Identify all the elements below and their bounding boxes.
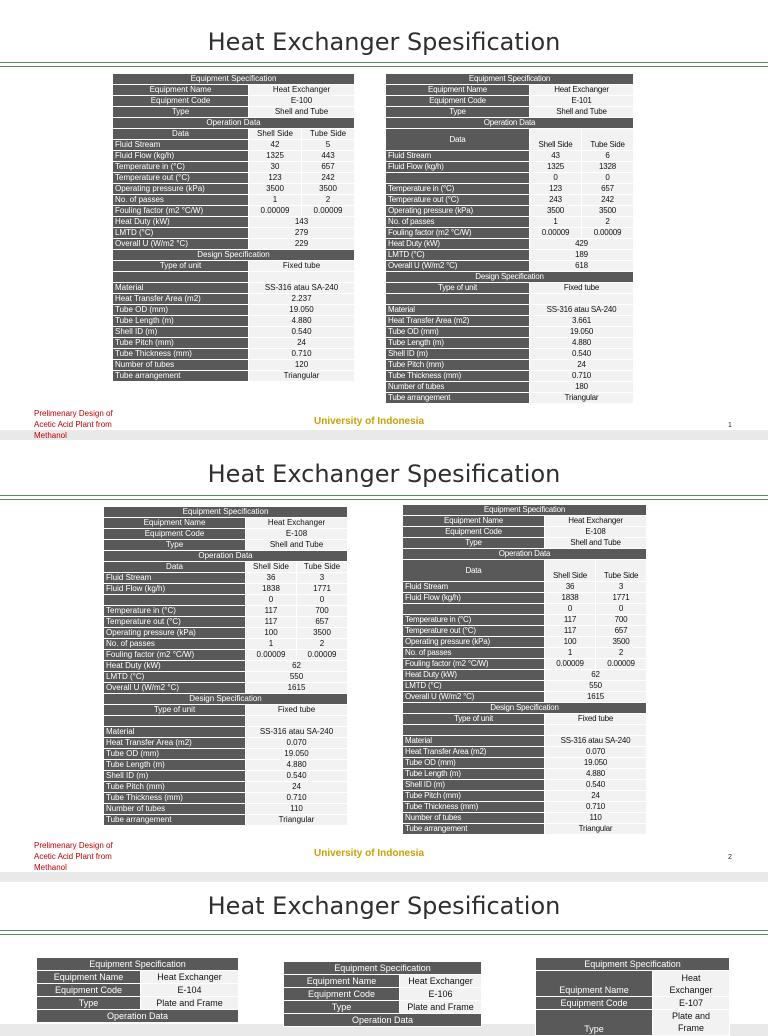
- footer-left: Prelimenary Design of Acetic Acid Plant from Methanol: [34, 409, 113, 440]
- page-number: 1: [728, 422, 732, 429]
- tube-value: 3: [596, 582, 647, 593]
- slide-title: Heat Exchanger Spesification: [207, 892, 561, 920]
- tube-arrangement-value: Triangular: [246, 815, 348, 826]
- tube-value: 3500: [596, 637, 647, 648]
- shell-value: 117: [545, 615, 596, 626]
- lmtd-label: LMTD (°C): [113, 228, 249, 239]
- heat-duty-value: 62: [246, 661, 348, 672]
- operation-data-header: Operation Data: [113, 118, 355, 129]
- passes-label: No. of passes: [386, 217, 530, 228]
- blank-row: [386, 173, 530, 184]
- tube-value: 0.00009: [302, 206, 355, 217]
- slide-title: Heat Exchanger Spesification: [207, 28, 561, 56]
- tube-pitch-value: 24: [530, 360, 634, 371]
- type-value: Shell and Tube: [545, 538, 647, 549]
- tube-pitch-value: 24: [246, 782, 348, 793]
- tube-value: 2: [596, 648, 647, 659]
- shell-id-label: Shell ID (m): [386, 349, 530, 360]
- type-of-unit-label: Type of unit: [104, 705, 246, 716]
- tube-value: 3: [297, 573, 348, 584]
- shell-id-label: Shell ID (m): [104, 771, 246, 782]
- tube-length-value: 4.880: [545, 769, 647, 780]
- fluid-flow-label: Fluid Flow (kg/h): [113, 151, 249, 162]
- shell-value: 3500: [530, 206, 582, 217]
- tube-od-label: Tube OD (mm): [113, 305, 249, 316]
- title-rule: [0, 930, 768, 935]
- operation-data-header: Operation Data: [403, 549, 647, 560]
- tube-value: 443: [302, 151, 355, 162]
- lmtd-value: 550: [545, 681, 647, 692]
- data-label: Data: [104, 562, 246, 573]
- pressure-label: Operating pressure (kPa): [104, 628, 246, 639]
- tube-value: 2: [297, 639, 348, 650]
- area-value: 0.070: [545, 747, 647, 758]
- tube-arrangement-label: Tube arrangement: [386, 393, 530, 404]
- equipment-code-label: Equipment Code: [403, 527, 545, 538]
- equipment-spec-header: Equipment Specification: [536, 958, 730, 971]
- area-label: Heat Transfer Area (m2): [386, 316, 530, 327]
- equipment-code-label: Equipment Code: [536, 997, 653, 1010]
- fluid-stream-label: Fluid Stream: [113, 140, 249, 151]
- title-rule: [0, 495, 768, 500]
- tube-value: 3500: [297, 628, 348, 639]
- shell-value: 1838: [545, 593, 596, 604]
- equipment-spec-header: Equipment Specification: [113, 74, 355, 85]
- heat-duty-label: Heat Duty (kW): [403, 670, 545, 681]
- data-label: Data: [403, 560, 545, 582]
- tube-arrangement-label: Tube arrangement: [113, 371, 249, 382]
- shell-value: 0: [530, 173, 582, 184]
- tube-length-value: 4.880: [246, 760, 348, 771]
- lmtd-label: LMTD (°C): [403, 681, 545, 692]
- equipment-code-value: E-106: [400, 988, 482, 1001]
- tube-thickness-value: 0.710: [246, 793, 348, 804]
- shell-value: 100: [246, 628, 297, 639]
- lmtd-label: LMTD (°C): [104, 672, 246, 683]
- tube-value: 1771: [297, 584, 348, 595]
- shell-side-header: Shell Side: [249, 129, 302, 140]
- spec-table-e100: [112, 73, 355, 382]
- equipment-code-value: E-107: [653, 997, 730, 1010]
- area-value: 2.237: [249, 294, 355, 305]
- shell-id-value: 0.540: [246, 771, 348, 782]
- blank-row: [403, 725, 545, 736]
- shell-value: 100: [545, 637, 596, 648]
- num-tubes-label: Number of tubes: [386, 382, 530, 393]
- footer-center: University of Indonesia: [314, 848, 425, 859]
- overall-u-label: Overall U (W/m2 °C): [386, 261, 530, 272]
- shell-value: 1325: [249, 151, 302, 162]
- tube-length-value: 4.880: [530, 338, 634, 349]
- tube-value: 242: [302, 173, 355, 184]
- material-label: Material: [113, 283, 249, 294]
- design-spec-header: Design Specification: [113, 250, 355, 261]
- equipment-spec-header: Equipment Specification: [104, 507, 348, 518]
- overall-u-value: 1615: [246, 683, 348, 694]
- equipment-name-value: Heat Exchanger: [653, 971, 730, 997]
- tube-arrangement-label: Tube arrangement: [403, 824, 545, 835]
- tube-value: 3500: [302, 184, 355, 195]
- heat-duty-label: Heat Duty (kW): [113, 217, 249, 228]
- shell-value: 36: [246, 573, 297, 584]
- blank-row: [403, 604, 545, 615]
- shell-value: 243: [530, 195, 582, 206]
- material-value: SS-316 atau SA-240: [249, 283, 355, 294]
- shell-value: 117: [246, 617, 297, 628]
- type-value: Shell and Tube: [530, 107, 634, 118]
- footer-left: Prelimenary Design of Acetic Acid Plant from Methanol: [34, 841, 113, 872]
- data-label: Data: [113, 129, 249, 140]
- temp-out-label: Temperature out (°C): [113, 173, 249, 184]
- footer-center: University of Indonesia: [314, 416, 425, 427]
- slide-1: [0, 0, 768, 440]
- material-label: Material: [104, 727, 246, 738]
- type-of-unit-value: Fixed tube: [530, 283, 634, 294]
- num-tubes-value: 110: [545, 813, 647, 824]
- tube-pitch-label: Tube Pitch (mm): [104, 782, 246, 793]
- tube-thickness-label: Tube Thickness (mm): [403, 802, 545, 813]
- tube-length-label: Tube Length (m): [104, 760, 246, 771]
- shell-value: 43: [530, 151, 582, 162]
- shell-value: 30: [249, 162, 302, 173]
- overall-u-label: Overall U (W/m2 °C): [104, 683, 246, 694]
- tube-pitch-value: 24: [545, 791, 647, 802]
- equipment-name-label: Equipment Name: [403, 516, 545, 527]
- shell-value: 117: [545, 626, 596, 637]
- shell-value: 117: [246, 606, 297, 617]
- equipment-name-label: Equipment Name: [386, 85, 530, 96]
- material-label: Material: [386, 305, 530, 316]
- tube-od-value: 19.050: [249, 305, 355, 316]
- tube-value: 700: [596, 615, 647, 626]
- type-of-unit-label: Type of unit: [386, 283, 530, 294]
- shell-value: 36: [545, 582, 596, 593]
- passes-label: No. of passes: [104, 639, 246, 650]
- area-label: Heat Transfer Area (m2): [403, 747, 545, 758]
- tube-length-label: Tube Length (m): [403, 769, 545, 780]
- type-label: Type: [37, 997, 141, 1010]
- equipment-code-label: Equipment Code: [104, 529, 246, 540]
- heat-duty-value: 143: [249, 217, 355, 228]
- shell-value: 1: [530, 217, 582, 228]
- shell-id-label: Shell ID (m): [113, 327, 249, 338]
- temp-in-label: Temperature in (°C): [113, 162, 249, 173]
- blank-row: [104, 595, 246, 606]
- tube-pitch-value: 24: [249, 338, 355, 349]
- fluid-stream-label: Fluid Stream: [104, 573, 246, 584]
- type-value: Shell and Tube: [249, 107, 355, 118]
- shell-id-value: 0.540: [530, 349, 634, 360]
- equipment-code-value: E-100: [249, 96, 355, 107]
- shell-value: 123: [249, 173, 302, 184]
- spec-table-e107: [535, 957, 730, 1036]
- shell-side-header: Shell Side: [545, 560, 596, 582]
- operation-data-header: Operation Data: [386, 118, 634, 129]
- heat-duty-value: 62: [545, 670, 647, 681]
- num-tubes-value: 110: [246, 804, 348, 815]
- tube-value: 5: [302, 140, 355, 151]
- type-label: Type: [386, 107, 530, 118]
- tube-thickness-label: Tube Thickness (mm): [113, 349, 249, 360]
- tube-value: 3500: [582, 206, 634, 217]
- equipment-spec-header: Equipment Specification: [386, 74, 634, 85]
- tube-thickness-label: Tube Thickness (mm): [104, 793, 246, 804]
- type-value: Plate and Frame: [400, 1001, 482, 1014]
- overall-u-value: 229: [249, 239, 355, 250]
- equipment-name-value: Heat Exchanger: [246, 518, 348, 529]
- fluid-stream-label: Fluid Stream: [403, 582, 545, 593]
- equipment-code-label: Equipment Code: [284, 988, 400, 1001]
- num-tubes-label: Number of tubes: [104, 804, 246, 815]
- tube-length-value: 4.880: [249, 316, 355, 327]
- tube-od-value: 19.050: [545, 758, 647, 769]
- operation-data-header: Operation Data: [37, 1010, 239, 1023]
- type-value: Plate and Frame: [141, 997, 239, 1010]
- tube-od-label: Tube OD (mm): [403, 758, 545, 769]
- spec-table-e101: [385, 73, 634, 404]
- tube-arrangement-value: Triangular: [249, 371, 355, 382]
- lmtd-value: 279: [249, 228, 355, 239]
- tube-value: 657: [297, 617, 348, 628]
- equipment-code-value: E-108: [545, 527, 647, 538]
- blank-row: [113, 272, 249, 283]
- type-of-unit-label: Type of unit: [113, 261, 249, 272]
- tube-thickness-value: 0.710: [249, 349, 355, 360]
- tube-arrangement-value: Triangular: [545, 824, 647, 835]
- equipment-spec-header: Equipment Specification: [284, 962, 482, 975]
- tube-value: 0: [582, 173, 634, 184]
- type-label: Type: [104, 540, 246, 551]
- equipment-name-label: Equipment Name: [284, 975, 400, 988]
- shell-id-value: 0.540: [249, 327, 355, 338]
- tube-value: 6: [582, 151, 634, 162]
- temp-out-label: Temperature out (°C): [403, 626, 545, 637]
- shell-value: 0.00009: [249, 206, 302, 217]
- type-label: Type: [536, 1010, 653, 1036]
- equipment-name-value: Heat Exchanger: [249, 85, 355, 96]
- tube-thickness-label: Tube Thickness (mm): [386, 371, 530, 382]
- spec-table-e108-right: [402, 504, 647, 835]
- shell-id-label: Shell ID (m): [403, 780, 545, 791]
- title-rule: [0, 62, 768, 67]
- equipment-spec-header: Equipment Specification: [403, 505, 647, 516]
- equipment-code-value: E-101: [530, 96, 634, 107]
- fluid-flow-label: Fluid Flow (kg/h): [403, 593, 545, 604]
- equipment-code-value: E-108: [246, 529, 348, 540]
- blank-value: [246, 716, 348, 727]
- type-of-unit-value: Fixed tube: [246, 705, 348, 716]
- temp-out-label: Temperature out (°C): [104, 617, 246, 628]
- type-of-unit-value: Fixed tube: [249, 261, 355, 272]
- tube-value: 1328: [582, 162, 634, 173]
- equipment-spec-header: Equipment Specification: [37, 958, 239, 971]
- design-spec-header: Design Specification: [403, 703, 647, 714]
- fluid-stream-label: Fluid Stream: [386, 151, 530, 162]
- shell-value: 1: [545, 648, 596, 659]
- fouling-label: Fouling factor (m2 °C/W): [403, 659, 545, 670]
- pressure-label: Operating pressure (kPa): [386, 206, 530, 217]
- tube-od-label: Tube OD (mm): [386, 327, 530, 338]
- data-label: Data: [386, 129, 530, 151]
- equipment-code-value: E-104: [141, 984, 239, 997]
- shell-value: 0.00009: [530, 228, 582, 239]
- material-value: SS-316 atau SA-240: [545, 736, 647, 747]
- overall-u-value: 618: [530, 261, 634, 272]
- lmtd-label: LMTD (°C): [386, 250, 530, 261]
- tube-value: 0.00009: [297, 650, 348, 661]
- temp-in-label: Temperature in (°C): [403, 615, 545, 626]
- temp-in-label: Temperature in (°C): [104, 606, 246, 617]
- shell-value: 0: [246, 595, 297, 606]
- shell-value: 0: [545, 604, 596, 615]
- tube-thickness-value: 0.710: [530, 371, 634, 382]
- material-label: Material: [403, 736, 545, 747]
- shell-value: 123: [530, 184, 582, 195]
- spec-table-e106: [283, 961, 482, 1027]
- tube-value: 657: [302, 162, 355, 173]
- tube-value: 700: [297, 606, 348, 617]
- slide-2: [0, 440, 768, 872]
- fluid-flow-label: Fluid Flow (kg/h): [386, 162, 530, 173]
- type-of-unit-value: Fixed tube: [545, 714, 647, 725]
- tube-value: 1771: [596, 593, 647, 604]
- equipment-code-label: Equipment Code: [386, 96, 530, 107]
- lmtd-value: 189: [530, 250, 634, 261]
- tube-side-header: Tube Side: [302, 129, 355, 140]
- equipment-code-label: Equipment Code: [37, 984, 141, 997]
- material-value: SS-316 atau SA-240: [246, 727, 348, 738]
- area-label: Heat Transfer Area (m2): [113, 294, 249, 305]
- pressure-label: Operating pressure (kPa): [113, 184, 249, 195]
- shell-value: 42: [249, 140, 302, 151]
- material-value: SS-316 atau SA-240: [530, 305, 634, 316]
- operation-data-header: Operation Data: [104, 551, 348, 562]
- tube-side-header: Tube Side: [297, 562, 348, 573]
- fouling-label: Fouling factor (m2 °C/W): [104, 650, 246, 661]
- spec-table-e104: [36, 957, 239, 1023]
- fouling-label: Fouling factor (m2 °C/W): [386, 228, 530, 239]
- num-tubes-value: 120: [249, 360, 355, 371]
- tube-thickness-value: 0.710: [545, 802, 647, 813]
- tube-value: 0.00009: [582, 228, 634, 239]
- type-label: Type: [113, 107, 249, 118]
- tube-value: 2: [302, 195, 355, 206]
- slide-3: [0, 882, 768, 1034]
- equipment-name-label: Equipment Name: [104, 518, 246, 529]
- temp-in-label: Temperature in (°C): [386, 184, 530, 195]
- type-value: Plate and Frame: [653, 1010, 730, 1036]
- shell-value: 0.00009: [246, 650, 297, 661]
- passes-label: No. of passes: [403, 648, 545, 659]
- tube-value: 0: [596, 604, 647, 615]
- equipment-name-value: Heat Exchanger: [530, 85, 634, 96]
- design-spec-header: Design Specification: [104, 694, 348, 705]
- equipment-code-label: Equipment Code: [113, 96, 249, 107]
- operation-data-header: Operation Data: [284, 1014, 482, 1027]
- num-tubes-value: 180: [530, 382, 634, 393]
- shell-value: 3500: [249, 184, 302, 195]
- tube-pitch-label: Tube Pitch (mm): [113, 338, 249, 349]
- tube-od-value: 19.050: [530, 327, 634, 338]
- equipment-name-label: Equipment Name: [536, 971, 653, 997]
- shell-side-header: Shell Side: [246, 562, 297, 573]
- overall-u-value: 1615: [545, 692, 647, 703]
- temp-out-label: Temperature out (°C): [386, 195, 530, 206]
- overall-u-label: Overall U (W/m2 °C): [113, 239, 249, 250]
- type-label: Type: [403, 538, 545, 549]
- equipment-name-value: Heat Exchanger: [545, 516, 647, 527]
- equipment-name-value: Heat Exchanger: [400, 975, 482, 988]
- equipment-name-value: Heat Exchanger: [141, 971, 239, 984]
- area-label: Heat Transfer Area (m2): [104, 738, 246, 749]
- blank-value: [530, 294, 634, 305]
- fouling-label: Fouling factor (m2 °C/W): [113, 206, 249, 217]
- tube-value: 657: [596, 626, 647, 637]
- area-value: 0.070: [246, 738, 348, 749]
- shell-value: 1325: [530, 162, 582, 173]
- tube-length-label: Tube Length (m): [386, 338, 530, 349]
- tube-arrangement-value: Triangular: [530, 393, 634, 404]
- passes-label: No. of passes: [113, 195, 249, 206]
- blank-value: [545, 725, 647, 736]
- equipment-name-label: Equipment Name: [37, 971, 141, 984]
- tube-side-header: Tube Side: [596, 560, 647, 582]
- num-tubes-label: Number of tubes: [403, 813, 545, 824]
- tube-pitch-label: Tube Pitch (mm): [386, 360, 530, 371]
- shell-value: 0.00009: [545, 659, 596, 670]
- shell-id-value: 0.540: [545, 780, 647, 791]
- fluid-flow-label: Fluid Flow (kg/h): [104, 584, 246, 595]
- lmtd-value: 550: [246, 672, 348, 683]
- overall-u-label: Overall U (W/m2 °C): [403, 692, 545, 703]
- equipment-name-label: Equipment Name: [113, 85, 249, 96]
- tube-side-header: Tube Side: [582, 129, 634, 151]
- tube-value: 0.00009: [596, 659, 647, 670]
- shell-value: 1: [249, 195, 302, 206]
- slide-title: Heat Exchanger Spesification: [207, 460, 561, 488]
- shell-side-header: Shell Side: [530, 129, 582, 151]
- heat-duty-label: Heat Duty (kW): [104, 661, 246, 672]
- tube-od-label: Tube OD (mm): [104, 749, 246, 760]
- tube-value: 242: [582, 195, 634, 206]
- tube-pitch-label: Tube Pitch (mm): [403, 791, 545, 802]
- blank-value: [249, 272, 355, 283]
- heat-duty-label: Heat Duty (kW): [386, 239, 530, 250]
- type-label: Type: [284, 1001, 400, 1014]
- shell-value: 1838: [246, 584, 297, 595]
- tube-value: 2: [582, 217, 634, 228]
- heat-duty-value: 429: [530, 239, 634, 250]
- tube-value: 657: [582, 184, 634, 195]
- type-value: Shell and Tube: [246, 540, 348, 551]
- tube-value: 0: [297, 595, 348, 606]
- blank-row: [104, 716, 246, 727]
- tube-od-value: 19.050: [246, 749, 348, 760]
- spec-table-e108-left: [103, 506, 348, 826]
- tube-arrangement-label: Tube arrangement: [104, 815, 246, 826]
- shell-value: 1: [246, 639, 297, 650]
- num-tubes-label: Number of tubes: [113, 360, 249, 371]
- area-value: 3.661: [530, 316, 634, 327]
- type-of-unit-label: Type of unit: [403, 714, 545, 725]
- blank-row: [386, 294, 530, 305]
- tube-length-label: Tube Length (m): [113, 316, 249, 327]
- page-number: 2: [728, 854, 732, 861]
- design-spec-header: Design Specification: [386, 272, 634, 283]
- pressure-label: Operating pressure (kPa): [403, 637, 545, 648]
